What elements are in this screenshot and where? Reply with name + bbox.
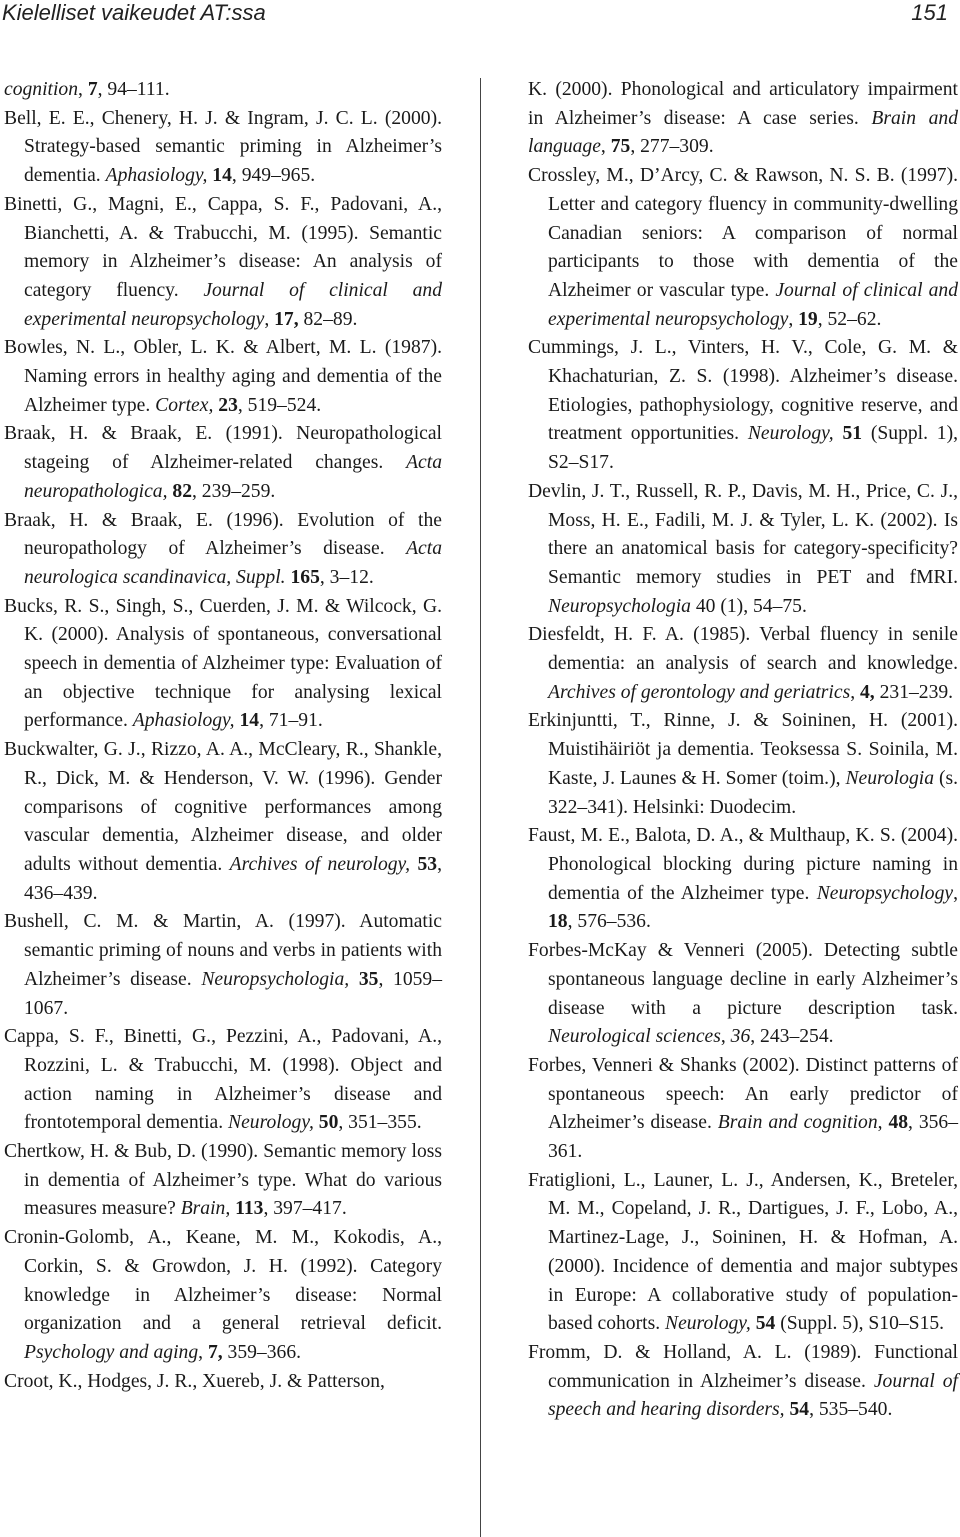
reference-text: , 356–361. [548, 1112, 959, 1163]
reference-entry [4, 908, 442, 1023]
reference-text: 359–366. [222, 1341, 302, 1363]
column-divider [480, 78, 481, 1537]
reference-text: K. (2000). Phonological and articulatory impairment in Alzheimer’s disease: A case series. [528, 79, 958, 129]
reference-text: Journal of speech and hearing disorders, [548, 1370, 958, 1421]
reference-text: , 351–355. [338, 1112, 422, 1134]
reference-text: Crossley, M., D’Arcy, C. & Rawson, N. S. B. (1997). Letter and category fluency in community-dwelling Canadian seniors: A comparison of normal participants to those with dementia of the Alzheimer or vascular type. [528, 165, 958, 301]
reference-text: Neurology, [747, 423, 834, 445]
reference-text: (s. 322–341). Helsinki: Duodecim. [548, 767, 958, 818]
reference-text: Brain and language [528, 107, 958, 158]
reference-text: 82 [172, 480, 192, 502]
reference-text: (Suppl. 5), S10–S15. [775, 1313, 945, 1335]
reference-text: , 94–111. [97, 79, 170, 100]
reference-text: 14 [212, 165, 232, 187]
reference-text: Archives of neurology, [229, 853, 411, 875]
reference-text: , 1059–1067. [24, 968, 443, 1019]
reference-text: , 52–62. [817, 308, 882, 330]
reference-text: , 397–417. [263, 1198, 347, 1220]
reference-entry [528, 1339, 958, 1425]
reference-text: Diesfeldt, H. F. A. (1985). Verbal fluency in senile dementia: an analysis of search and knowledge. [528, 624, 958, 675]
reference-entry [4, 507, 442, 593]
reference-text: Neurology, [228, 1112, 314, 1134]
reference-text: , 277–309. [630, 136, 714, 158]
reference-text: Neurology, [665, 1313, 751, 1335]
reference-text: , [198, 1341, 208, 1363]
reference-entry [4, 1224, 442, 1368]
reference-text: Erkinjuntti, T., Rinne, J. & Soininen, H. (2001). Muistihäiriöt ja dementia. Teoksessa S. Soinila, M. Kaste, J. Launes & H. Somer (toim.), [528, 710, 958, 789]
reference-text: , 949–965. [231, 165, 316, 187]
reference-text: Chertkow, H. & Bub, D. (1990). Semantic memory loss in dementia of Alzheimer’s type. What do various measures measure? [4, 1141, 442, 1220]
reference-text: 53 [417, 853, 438, 875]
reference-entry [528, 162, 958, 334]
reference-text: 113 [235, 1198, 264, 1220]
reference-text: Aphasiology, [105, 165, 208, 187]
reference-text: , 576–536. [567, 911, 651, 933]
reference-text: , [788, 308, 799, 330]
reference-text: 231–239. [874, 681, 954, 703]
reference-text: 14 [239, 710, 260, 732]
reference-text: 7 [87, 79, 98, 100]
reference-text: Croot, K., Hodges, J. R., Xuereb, J. & Patterson, [4, 1370, 385, 1392]
reference-text: Bell, E. E., Chenery, H. J. & Ingram, J. C. L. (2000). Strategy-based semantic priming in Alzheimer’s dementia. [4, 107, 442, 187]
page-number: 151 [911, 0, 948, 25]
reference-text: , 436–439. [24, 853, 442, 904]
running-head: Kielelliset vaikeudet AT:ssa [2, 0, 266, 25]
page-header [0, 0, 960, 30]
reference-text: 7, [207, 1341, 223, 1363]
reference-text: Brain and cognition [717, 1112, 878, 1134]
reference-text: , [720, 1026, 731, 1048]
reference-text: Acta neurologica scandinavica, Suppl. [24, 538, 442, 588]
reference-text: , [264, 308, 275, 330]
reference-entry [4, 593, 442, 737]
reference-text: , 239–259. [192, 480, 276, 502]
reference-text: (Suppl. 1), S2–S17. [548, 423, 959, 474]
reference-text: Fratiglioni, L., Launer, L. J., Andersen, K., Breteler, M. M., Copeland, J. R., Dartigues, J. F., Lobo, A., Martinez-Lage, J., Soininen, H. & Hofman, A. (2000). Incidence of dementia and major subtypes in Europe: A collaborative study of population-based cohorts. [528, 1169, 958, 1335]
reference-text: 54 [789, 1399, 810, 1421]
reference-text: cognition [4, 79, 79, 100]
reference-entry [528, 1052, 958, 1167]
reference-text: Cronin-Golomb, A., Keane, M. M., Kokodis, A., Corkin, S. & Growdon, J. H. (1992). Category knowledge in Alzheimer’s disease: Normal organization and a general retrieval deficit. [4, 1227, 442, 1335]
reference-text: Braak, H. & Braak, E. (1996). Evolution of the neuropathology of Alzheimer’s disease. [4, 509, 442, 560]
reference-text: 82–89. [298, 308, 358, 330]
reference-text: Neuropsychologia [548, 595, 691, 617]
reference-entry [528, 76, 958, 162]
reference-entry [528, 822, 958, 937]
reference-text: 23 [218, 394, 238, 416]
reference-text: 48 [888, 1112, 909, 1134]
reference-text: , [600, 136, 611, 158]
reference-entry [4, 1368, 442, 1397]
reference-text: Cortex, [155, 394, 214, 416]
reference-text: , 71–91. [259, 710, 323, 732]
reference-text: 4, [860, 681, 875, 703]
reference-text: Journal of clinical and experimental neuropsychology [24, 279, 442, 330]
reference-entry [4, 334, 442, 420]
reference-entry [4, 1023, 442, 1138]
reference-text: Neuropsychology [816, 882, 954, 904]
reference-text: Journal of clinical and experimental neuropsychology [548, 279, 959, 330]
reference-text: 40 (1), 54–75. [690, 595, 807, 617]
reference-text: 51 [842, 423, 863, 445]
reference-text: Fromm, D. & Holland, A. L. (1989). Functional communication in Alzheimer’s disease. [528, 1341, 958, 1392]
reference-entry [528, 937, 958, 1052]
reference-entry [4, 1138, 442, 1224]
reference-text: Binetti, G., Magni, E., Cappa, S. F., Padovani, A., Bianchetti, A. & Trabucchi, M. (1995). Semantic memory in Alzheimer’s disease: An analysis of category fluency. [4, 193, 442, 301]
reference-text: 18 [548, 911, 568, 933]
reference-text: 75 [610, 136, 631, 158]
reference-text: Archives of gerontology and geriatrics [548, 681, 851, 703]
reference-entry [4, 76, 442, 105]
reference-column-right [528, 76, 958, 1425]
reference-text [410, 854, 417, 875]
reference-text: , [78, 79, 88, 100]
reference-entry [4, 420, 442, 506]
reference-text: Neurological sciences [548, 1026, 721, 1048]
reference-text: 54 [755, 1313, 776, 1335]
reference-text: Neurologia [845, 767, 934, 789]
reference-text: , [877, 1112, 889, 1134]
reference-text: Cappa, S. F., Binetti, G., Pezzini, A., Padovani, A., Rozzini, L. & Trabucchi, M. (1998). Object and action naming in Alzheimer’s disease and frontotemporal dementia. [4, 1026, 442, 1134]
reference-column-left [4, 76, 442, 1396]
reference-text: 17, [274, 308, 299, 330]
reference-text: 165 [290, 566, 320, 588]
reference-entry [528, 334, 958, 478]
reference-entry [528, 621, 958, 707]
reference-entry [4, 191, 442, 335]
reference-text: , 243–254. [750, 1026, 834, 1048]
reference-text: Bushell, C. M. & Martin, A. (1997). Automatic semantic priming of nouns and verbs in patients with Alzheimer’s disease. [4, 911, 442, 990]
reference-text: 36 [730, 1026, 751, 1048]
reference-text: Forbes-McKay & Venneri (2005). Detecting subtle spontaneous language decline in early Alzheimer’s disease with a picture description task. [528, 940, 958, 1019]
reference-text: Buckwalter, G. J., Rizzo, A. A., McCleary, R., Shankle, R., Dick, M. & Henderson, V. W. (1996). Gender comparisons of cognitive performances among vascular dementia, Alzheimer disease, and older adults without dementia. [4, 739, 442, 875]
reference-text: 35 [358, 968, 379, 990]
reference-text: Acta neuropathologica, [24, 452, 442, 502]
reference-text: Braak, H. & Braak, E. (1991). Neuropathological stageing of Alzheimer-related changes. [4, 423, 442, 474]
reference-text: , 535–540. [809, 1399, 893, 1421]
reference-entry [4, 105, 442, 191]
reference-entry [528, 1167, 958, 1339]
reference-text: Bowles, N. L., Obler, L. K. & Albert, M. L. (1987). Naming errors in healthy aging and dementia of the Alzheimer type. [4, 337, 442, 416]
reference-text: Aphasiology, [132, 710, 235, 732]
reference-entry [4, 736, 442, 908]
reference-text: Psychology and aging [24, 1341, 199, 1363]
reference-text: , 3–12. [319, 566, 374, 588]
reference-text: Faust, M. E., Balota, D. A., & Multhaup, K. S. (2004). Phonological blocking during picture naming in dementia of the Alzheimer type. [528, 825, 958, 904]
reference-entry [528, 478, 958, 622]
reference-text [349, 969, 359, 990]
reference-text: Bucks, R. S., Singh, S., Cuerden, J. M. & Wilcock, G. K. (2000). Analysis of spontaneous, conversational speech in dementia of Alzheimer type: Evaluation of an objective technique for analysing lexical performance. [4, 595, 442, 732]
reference-text: Neuropsychologia, [201, 968, 350, 990]
reference-text: Devlin, J. T., Russell, R. P., Davis, M. H., Price, C. J., Moss, H. E., Fadili, M. J. & Tyler, L. K. (2002). Is there an anatomical basis for category-specificity? Semantic memory studies in PET and fMRI. [528, 480, 958, 588]
reference-text: Forbes, Venneri & Shanks (2002). Distinct patterns of spontaneous speech: An early predictor of Alzheimer’s disease. [528, 1054, 958, 1134]
reference-entry [528, 707, 958, 822]
reference-text: 19 [798, 308, 818, 330]
reference-text: Brain, [180, 1198, 231, 1220]
reference-text: Cummings, J. L., Vinters, H. V., Cole, G. M. & Khachaturian, Z. S. (1998). Alzheimer’s disease. Etiologies, pathophysiology, cognitive reserve, and treatment opportunities. [528, 337, 958, 445]
reference-text: 50 [318, 1112, 339, 1134]
reference-text: , 519–524. [237, 394, 322, 416]
reference-text: , [953, 882, 958, 904]
reference-text: , [850, 681, 860, 703]
